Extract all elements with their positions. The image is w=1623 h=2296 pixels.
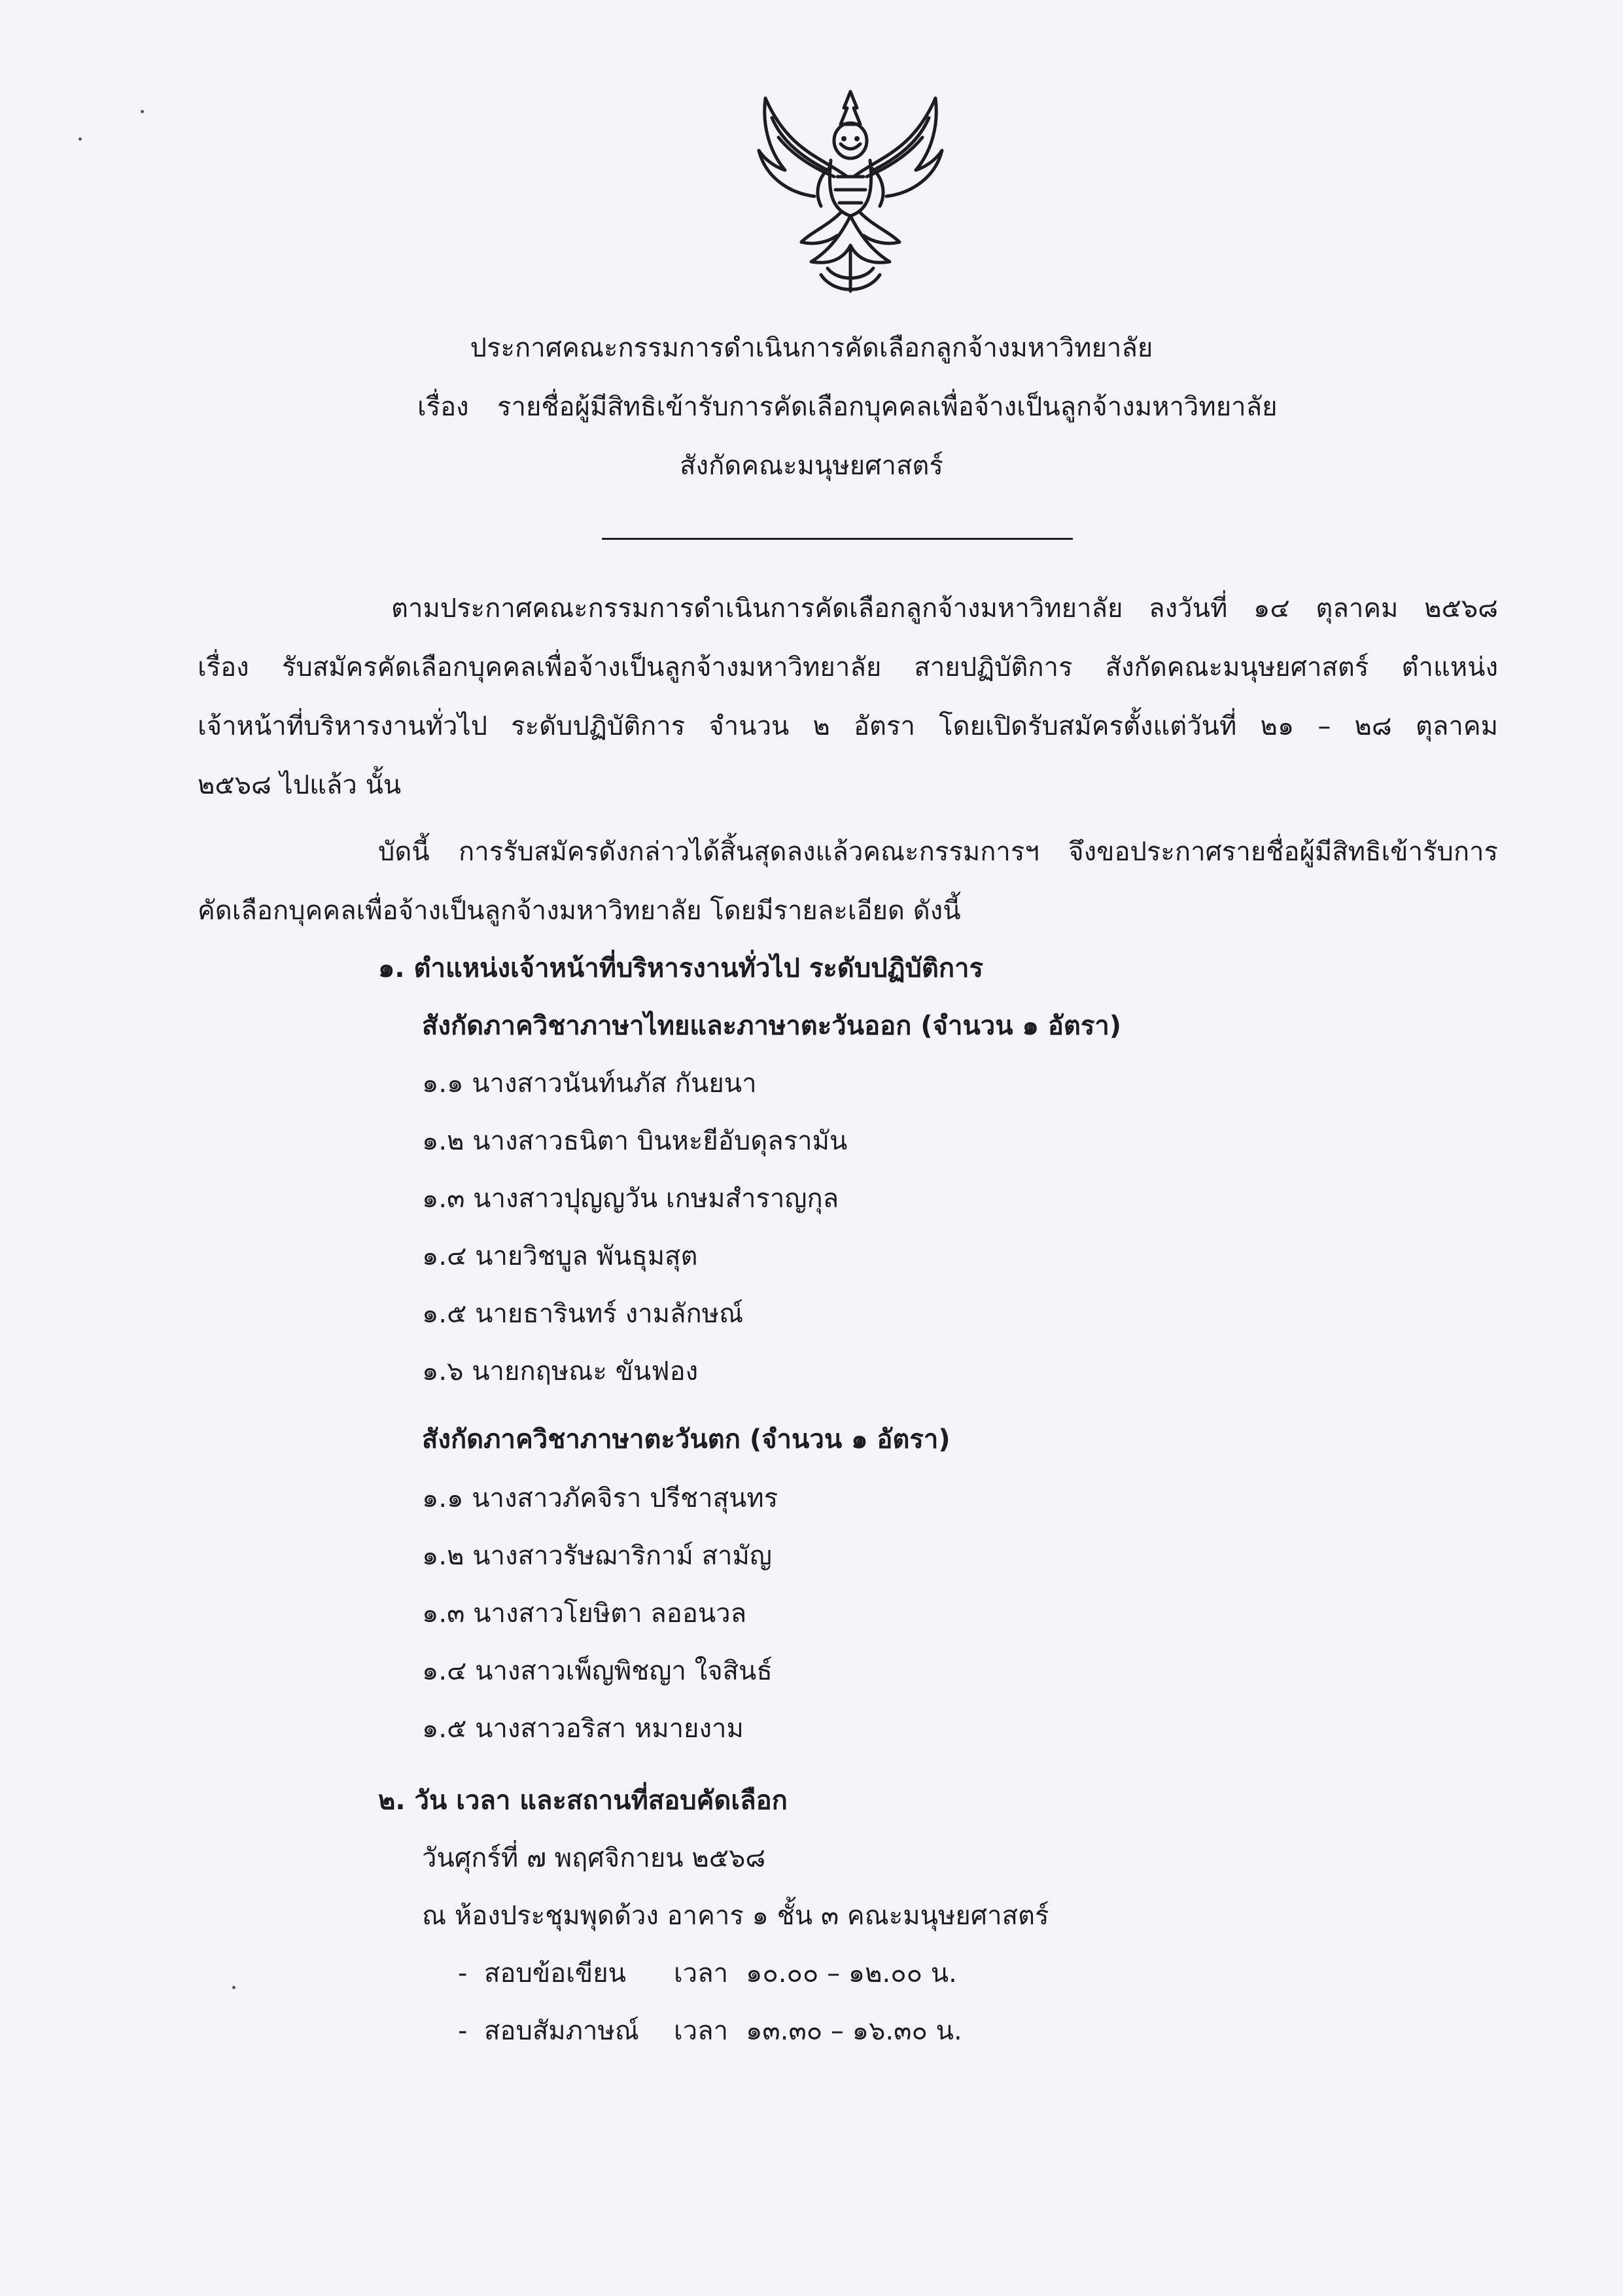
schedule-label: สอบข้อเขียน	[484, 1958, 626, 1988]
faculty-line: สังกัดคณะมนุษยศาสตร์	[680, 451, 943, 481]
schedule-label: สอบสัมภาษณ์	[484, 2016, 639, 2046]
section2-heading: ๒. วัน เวลา และสถานที่สอบคัดเลือก	[378, 1786, 788, 1816]
subject-text: รายชื่อผู้มีสิทธิเข้ารับการคัดเลือกบุคคลเพื่อจ้างเป็นลูกจ้างมหาวิทยาลัย	[497, 392, 1278, 422]
list-item: ๑.๒ นางสาวธนิตา บินหะยีอับดุลรามัน	[422, 1126, 848, 1156]
schedule-time: ๑๐.๐๐ – ๑๒.๐๐ น.	[746, 1958, 957, 1988]
schedule-dash: -	[458, 1958, 468, 1988]
schedule-dash: -	[458, 2016, 468, 2046]
schedule-time-label: เวลา	[674, 1958, 729, 1988]
schedule-time: ๑๓.๓๐ – ๑๖.๓๐ น.	[746, 2016, 962, 2046]
list-item: ๑.๕ นางสาวอริสา หมายงาม	[422, 1714, 744, 1744]
group1-title: สังกัดภาควิชาภาษาไทยและภาษาตะวันออก (จำนวน ๑ อัตรา)	[422, 1011, 1122, 1041]
exam-place: ณ ห้องประชุมพุดด้วง อาคาร ๑ ชั้น ๓ คณะมนุษยศาสตร์	[422, 1901, 1049, 1931]
para2-line2: คัดเลือกบุคคลเพื่อจ้างเป็นลูกจ้างมหาวิทยาลัย โดยมีรายละเอียด ดังนี้	[198, 896, 961, 926]
list-item: ๑.๒ นางสาวรัษฌาริกาม์ สามัญ	[422, 1541, 772, 1571]
list-item: ๑.๓ นางสาวปุญญวัน เกษมสำราญกุล	[422, 1184, 839, 1214]
list-item: ๑.๔ นายวิชบูล พันธุมสุต	[422, 1241, 698, 1271]
para1-line1: ตามประกาศคณะกรรมการดำเนินการคัดเลือกลูกจ้างมหาวิทยาลัย ลงวันที่ ๑๔ ตุลาคม ๒๕๖๘	[391, 593, 1498, 624]
scan-speck	[141, 110, 144, 113]
garuda-emblem-icon	[749, 79, 952, 301]
header-divider	[602, 538, 1073, 540]
para2-line1: บัดนี้ การรับสมัครดังกล่าวได้สิ้นสุดลงแล้วคณะกรรมการฯ จึงขอประกาศรายชื่อผู้มีสิทธิเข้ารับการ	[378, 837, 1498, 867]
list-item: ๑.๑ นางสาวภัคจิรา ปรีชาสุนทร	[422, 1483, 778, 1513]
para1-line3: เจ้าหน้าที่บริหารงานทั่วไป ระดับปฏิบัติการ จำนวน ๒ อัตรา โดยเปิดรับสมัครตั้งแต่วันที่ ๒๑ – ๒๘ ตุลาคม	[198, 711, 1498, 741]
list-item: ๑.๕ นายธารินทร์ งามลักษณ์	[422, 1299, 744, 1329]
section1-heading: ๑. ตำแหน่งเจ้าหน้าที่บริหารงานทั่วไป ระดับปฏิบัติการ	[378, 953, 983, 983]
announcement-title: ประกาศคณะกรรมการดำเนินการคัดเลือกลูกจ้างมหาวิทยาลัย	[470, 333, 1153, 363]
para1-line2: เรื่อง รับสมัครคัดเลือกบุคคลเพื่อจ้างเป็นลูกจ้างมหาวิทยาลัย สายปฏิบัติการ สังกัดคณะมนุษยศาสตร์ ตำแหน่ง	[198, 652, 1498, 682]
list-item: ๑.๓ นางสาวโยษิตา ลออนวล	[422, 1598, 747, 1629]
group2-title: สังกัดภาควิชาภาษาตะวันตก (จำนวน ๑ อัตรา)	[422, 1424, 951, 1455]
scan-speck	[79, 137, 82, 141]
list-item: ๑.๖ นายกฤษณะ ขันฟอง	[422, 1356, 699, 1386]
scan-speck	[232, 1986, 236, 1989]
list-item: ๑.๑ นางสาวนันท์นภัส กันยนา	[422, 1069, 757, 1099]
schedule-time-label: เวลา	[674, 2016, 729, 2046]
exam-date: วันศุกร์ที่ ๗ พฤศจิกายน ๒๕๖๘	[422, 1843, 766, 1873]
subject-label: เรื่อง	[417, 392, 469, 422]
para1-line4: ๒๕๖๘ ไปแล้ว นั้น	[198, 770, 402, 800]
list-item: ๑.๔ นางสาวเพ็ญพิชญา ใจสินธ์	[422, 1656, 773, 1686]
